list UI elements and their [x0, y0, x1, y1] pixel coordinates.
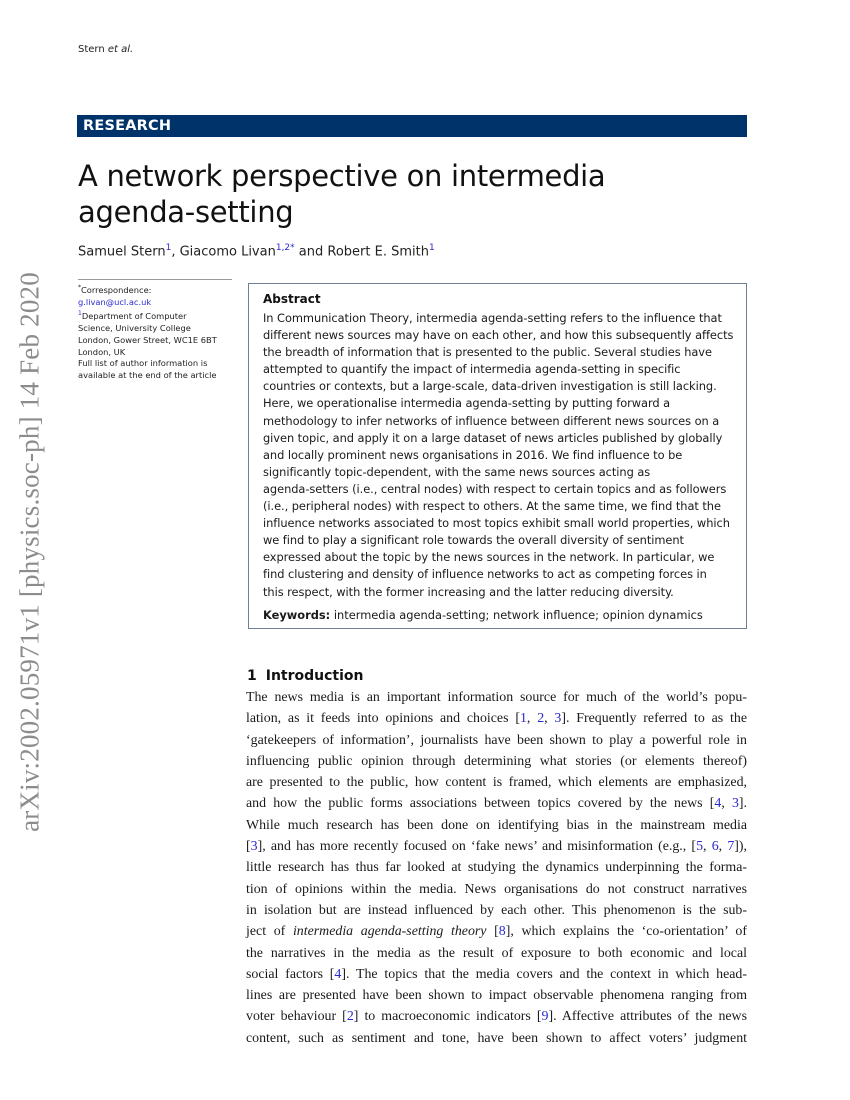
body-line — [246, 708, 747, 729]
abstract-body — [263, 310, 732, 601]
body-text: social factors [ — [246, 966, 335, 982]
section-heading-introduction — [247, 668, 364, 684]
abstract-line: methodology to infer networks of influence between different news sources on a — [263, 413, 720, 428]
body-text: ]), — [734, 839, 748, 855]
keywords-line — [263, 607, 732, 624]
body-line — [246, 943, 747, 964]
sidebar-divider — [78, 279, 232, 280]
affiliation-text: Science, University College — [78, 322, 191, 333]
abstract-line: attempted to quantify the impact of intermedia agenda-setting in specific — [263, 362, 681, 377]
affiliation-text: Department of Computer — [81, 311, 187, 322]
body-line — [246, 730, 747, 751]
body-line — [246, 900, 747, 921]
body-line — [246, 836, 747, 857]
body-line — [246, 751, 747, 772]
body-line — [246, 879, 747, 900]
emphasized-term: intermedia agenda-setting theory — [292, 924, 487, 940]
abstract-line: (i.e., peripheral nodes) with respect to others. At the same time, we find that the — [263, 499, 721, 514]
abstract-line: In Communication Theory, intermedia agenda-setting refers to the influence that — [263, 311, 722, 325]
body-text: [ — [515, 711, 520, 727]
author-info-sidebar — [78, 282, 238, 382]
body-text: lation, as it feeds into opinions and choices — [246, 711, 516, 727]
affiliation-line — [78, 308, 238, 323]
abstract-line: influence networks associated to most topics exhibit small world properties, which — [263, 516, 730, 531]
citation-link[interactable]: 6 — [711, 839, 719, 855]
paper-title — [78, 158, 738, 230]
author-affiliation-link[interactable]: 1,2* — [275, 243, 295, 253]
body-line — [246, 815, 747, 836]
body-text: little research has thus far looked at studying the dynamics underpinning the forma- — [246, 860, 747, 876]
abstract-line: the breadth of information that is presented to the public. Several studies have — [263, 345, 712, 360]
author-info-note: Full list of author information is — [78, 358, 208, 369]
body-line — [246, 772, 747, 793]
introduction-body — [246, 687, 747, 1049]
abstract-line: expressed about the topic by the news sources in the network. In particular, we — [263, 550, 715, 565]
abstract-line: countries or contexts, but a large-scale, data-driven investigation is still lacking. — [263, 379, 717, 394]
citation-link[interactable]: 2 — [537, 711, 545, 727]
abstract-line: given topic, and apply it on a large dataset of news articles published by globally — [263, 430, 723, 445]
author-separator: and — [294, 244, 328, 260]
citation-link[interactable]: 3 — [250, 839, 258, 855]
body-text: [ — [246, 839, 251, 855]
body-text: ]. The topics that the media covers and the context in which head- — [341, 966, 747, 982]
keywords-label: Keywords: — [263, 607, 331, 622]
author-affiliation-link[interactable]: 1 — [428, 243, 435, 253]
citation-link[interactable]: 9 — [541, 1009, 549, 1025]
correspondence-label-line — [78, 282, 238, 297]
body-line — [246, 964, 747, 985]
author-name: Samuel Stern — [78, 244, 166, 260]
running-header-author: Stern — [78, 44, 105, 55]
abstract-line: agenda-setters (i.e., central nodes) with respect to certain topics and as followers — [263, 481, 727, 496]
citation-link[interactable]: 5 — [696, 839, 704, 855]
body-text: , — [544, 711, 555, 727]
body-text: content, such as sentiment and tone, have been shown to affect voters’ judgment — [246, 1030, 747, 1046]
abstract-line: and locally prominent news organisations in 2016. We find influence to be — [263, 447, 683, 462]
citation-link[interactable]: 3 — [554, 711, 562, 727]
body-line — [246, 1006, 747, 1027]
section-title: Introduction — [265, 668, 364, 684]
title-line-2: agenda-setting — [78, 195, 294, 229]
body-text: the narratives in the media as the result of exposure to both economic and local — [246, 945, 747, 961]
body-text: and how the public forms associations between topics covered by the news — [246, 796, 710, 812]
body-text: lines are presented have been shown to impact observable phenomena ranging from — [246, 988, 747, 1004]
abstract-line: Here, we operationalise intermedia agenda-setting by putting forward a — [263, 396, 671, 411]
body-text: voter behaviour [ — [246, 1009, 347, 1025]
body-text: , — [526, 711, 538, 727]
citation-link[interactable]: 8 — [498, 924, 506, 940]
citation-link[interactable]: 1 — [519, 711, 527, 727]
abstract-line: significantly topic-dependent, with the same news sources acting as — [263, 464, 651, 479]
body-text: influencing public opinion through determining what stories (or elements thereof) — [246, 753, 747, 769]
body-text: are presented to the public, how content is framed, which elements are emphasized, — [246, 775, 747, 791]
body-text: , — [718, 839, 728, 855]
section-label: RESEARCH — [83, 118, 172, 134]
arxiv-stamp: arXiv:2002.05971v1 [physics.soc-ph] 14 Feb 2020 — [14, 272, 45, 832]
author-list — [78, 243, 435, 259]
author-name: Giacomo Livan — [179, 244, 276, 260]
citation-link[interactable]: 4 — [334, 966, 342, 982]
title-line-1: A network perspective on intermedia — [78, 159, 606, 193]
citation-link[interactable]: 7 — [727, 839, 735, 855]
body-line — [246, 687, 747, 708]
abstract-line: different news sources may have on each other, and how this subsequently affects — [263, 328, 734, 343]
body-text: ] — [561, 711, 567, 727]
abstract-box — [248, 283, 747, 629]
affiliation-mark: 1 — [78, 310, 82, 318]
abstract-line: find clustering and density of influence networks to act as competing forces in — [263, 567, 707, 582]
correspondence-label: Correspondence: — [81, 284, 152, 295]
body-text: , — [703, 839, 712, 855]
author-separator: , — [171, 244, 180, 260]
author-name: Robert E. Smith — [327, 244, 429, 260]
body-text: ]. — [738, 796, 747, 812]
citation-link[interactable]: 4 — [714, 796, 722, 812]
keywords-list: intermedia agenda-setting; network influence; opinion dynamics — [333, 607, 703, 622]
running-header-etal: et al. — [107, 44, 134, 55]
abstract-line: this respect, with the former increasing and the latter reducing diversity. — [263, 584, 674, 599]
correspondence-mark: * — [78, 284, 81, 291]
affiliation-text: London, Gower Street, WC1E 6BT — [78, 334, 217, 345]
author-affiliation-link[interactable]: 1 — [165, 243, 172, 253]
body-line — [246, 985, 747, 1006]
body-text: [ — [486, 924, 499, 940]
body-text: While much research has been done on identifying bias in the mainstream media — [246, 817, 747, 833]
body-line — [246, 857, 747, 878]
body-text: in isolation but are instead influenced by each other. This phenomenon is the sub- — [246, 902, 747, 918]
body-text: , — [721, 796, 732, 812]
section-number: 1 — [247, 668, 257, 684]
body-text: ‘gatekeepers of information’, journalists have been shown to play a powerful role in — [246, 732, 747, 748]
body-text: ject of — [246, 924, 293, 940]
correspondence-email-link[interactable]: g.livan@ucl.ac.uk — [78, 296, 152, 307]
body-line — [246, 921, 747, 942]
body-text: tion of opinions within the media. News organisations do not construct narratives — [246, 881, 747, 897]
body-text: ] to macroeconomic indicators [ — [353, 1009, 542, 1025]
body-text: ], and has more recently focused on ‘fake news’ and misinformation (e.g., [ — [257, 839, 697, 855]
abstract-line: we find to play a significant role towards the overall diversity of sentiment — [263, 533, 684, 548]
citation-link[interactable]: 2 — [346, 1009, 354, 1025]
body-line — [246, 793, 747, 814]
abstract-heading: Abstract — [263, 292, 321, 306]
section-label-bar — [77, 115, 747, 137]
body-line — [246, 1028, 747, 1049]
body-text: ]. Affective attributes of the news — [548, 1009, 747, 1025]
body-text: . Frequently referred to as the — [566, 711, 747, 727]
running-header — [78, 44, 133, 55]
body-text: ], which explains the ‘co-orientation’ of — [505, 924, 747, 940]
body-text: The news media is an important information source for much of the world’s popu- — [246, 690, 747, 705]
author-info-note: available at the end of the article — [78, 370, 217, 381]
citation-link[interactable]: 3 — [731, 796, 739, 812]
affiliation-text: London, UK — [78, 346, 126, 357]
body-text: [ — [709, 796, 715, 812]
